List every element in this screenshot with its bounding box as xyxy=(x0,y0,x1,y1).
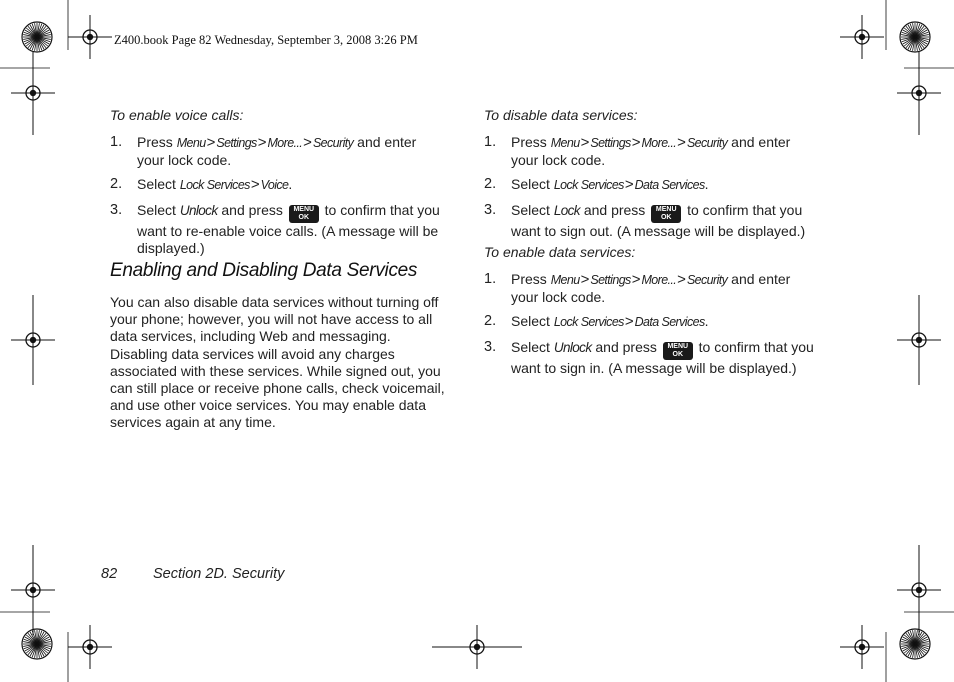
paragraph-line: You can also disable data services without turning off xyxy=(110,294,439,310)
menu-item: Data Services xyxy=(634,315,705,329)
section-footer: Section 2D. Security xyxy=(153,566,285,582)
step-number: 2. xyxy=(484,313,497,329)
step-text: displayed.) xyxy=(137,240,205,256)
menu-ok-key-icon: MENU OK xyxy=(289,205,319,223)
step-text: want to sign in. (A message will be displayed.) xyxy=(511,360,797,376)
enable-step-3 xyxy=(484,339,834,376)
menu-item: Security xyxy=(312,136,354,150)
command-name: Lock xyxy=(553,203,580,218)
step-number: 1. xyxy=(484,134,497,150)
paragraph-line: and use other voice services. You may enable data xyxy=(110,397,426,414)
paragraph-line: associated with these services. While signed out, you xyxy=(110,362,441,379)
menu-ok-key-icon: MENU OK xyxy=(651,205,681,223)
step-text: to confirm that you xyxy=(694,339,814,355)
step-text: Select xyxy=(511,202,554,218)
step-text: your lock code. xyxy=(511,152,606,168)
step-number: 1. xyxy=(110,134,123,150)
section-heading: Enabling and Disabling Data Services xyxy=(110,260,418,281)
enable-step-2: 2. Select Lock Services>Data Services. xyxy=(484,313,709,330)
step-text: Press xyxy=(511,271,551,287)
paragraph-line: Disabling data services will avoid any charges xyxy=(110,345,395,362)
step-text: want to sign out. (A message will be displayed.) xyxy=(511,223,806,239)
step-text: Select xyxy=(137,202,180,218)
menu-ok-key-icon: MENU OK xyxy=(663,342,693,360)
menu-item: Lock Services xyxy=(553,178,624,192)
menu-item: Lock Services xyxy=(179,178,250,192)
enable-data-intro: To enable data services: xyxy=(484,244,636,260)
step-text: and enter xyxy=(727,134,791,150)
step-text: Select xyxy=(511,339,554,355)
body-paragraph xyxy=(110,294,462,432)
page-number: 82 xyxy=(101,566,118,582)
step-text: and press xyxy=(217,202,287,218)
step-number: 3. xyxy=(484,202,497,218)
step-text: your lock code. xyxy=(137,152,232,168)
menu-item: Security xyxy=(686,273,728,287)
step-text: Select xyxy=(137,176,180,192)
step-text: Select xyxy=(511,176,554,192)
menu-item: More... xyxy=(641,136,677,150)
step-number: 3. xyxy=(110,202,123,218)
menu-item: Menu xyxy=(550,273,580,287)
step-text: to confirm that you xyxy=(320,202,440,218)
step-text: your lock code. xyxy=(511,289,606,305)
command-name: Unlock xyxy=(179,203,218,218)
disable-step-2: 2. Select Lock Services>Data Services. xyxy=(484,176,709,193)
menu-item: Voice xyxy=(260,178,289,192)
menu-item: Lock Services xyxy=(553,315,624,329)
menu-item: More... xyxy=(641,273,677,287)
menu-item: Menu xyxy=(176,136,206,150)
paragraph-line: your phone; however, you will not have access to all xyxy=(110,311,433,328)
disable-data-intro: To disable data services: xyxy=(484,107,638,123)
menu-item: Settings xyxy=(590,273,631,287)
step-text: and press xyxy=(591,339,661,355)
menu-item: Menu xyxy=(550,136,580,150)
voice-calls-intro: To enable voice calls: xyxy=(110,107,244,123)
menu-item: Data Services xyxy=(634,178,705,192)
disable-step-1: 1. Press Menu>Settings>More...>Security and enter your lock code. xyxy=(484,134,791,168)
paragraph-line: data services, including Web and messaging. xyxy=(110,328,391,345)
command-name: Unlock xyxy=(553,340,592,355)
left-step-3 xyxy=(110,202,460,254)
step-text: Press xyxy=(511,134,551,150)
paragraph-line: can still place or receive phone calls, check voicemail, xyxy=(110,380,445,397)
left-step-1: 1. Press Menu>Settings>More...>Security and enter your lock code. xyxy=(110,134,417,168)
step-number: 3. xyxy=(484,339,497,355)
menu-item: More... xyxy=(267,136,303,150)
step-text: Press xyxy=(137,134,177,150)
step-number: 2. xyxy=(484,176,497,192)
step-text: and enter xyxy=(727,271,791,287)
step-text: and press xyxy=(579,202,650,218)
step-text: to confirm that you xyxy=(683,202,803,218)
menu-item: Security xyxy=(686,136,728,150)
step-text: . xyxy=(704,176,709,192)
step-number: 1. xyxy=(484,271,497,287)
step-text: and enter xyxy=(353,134,417,150)
step-text: . xyxy=(704,313,709,329)
step-text: want to re-enable voice calls. (A message will be xyxy=(137,223,439,239)
disable-step-3 xyxy=(484,202,834,239)
enable-step-1: 1. Press Menu>Settings>More...>Security and enter your lock code. xyxy=(484,271,791,305)
step-text: Select xyxy=(511,313,554,329)
left-step-2: 2. Select Lock Services>Voice. xyxy=(110,176,293,193)
step-number: 2. xyxy=(110,176,123,192)
paragraph-line: services again at any time. xyxy=(110,414,276,431)
print-header: Z400.book Page 82 Wednesday, September 3, 2008 3:26 PM xyxy=(114,33,418,47)
menu-item: Settings xyxy=(590,136,631,150)
menu-item: Settings xyxy=(216,136,257,150)
step-text: . xyxy=(288,176,293,192)
